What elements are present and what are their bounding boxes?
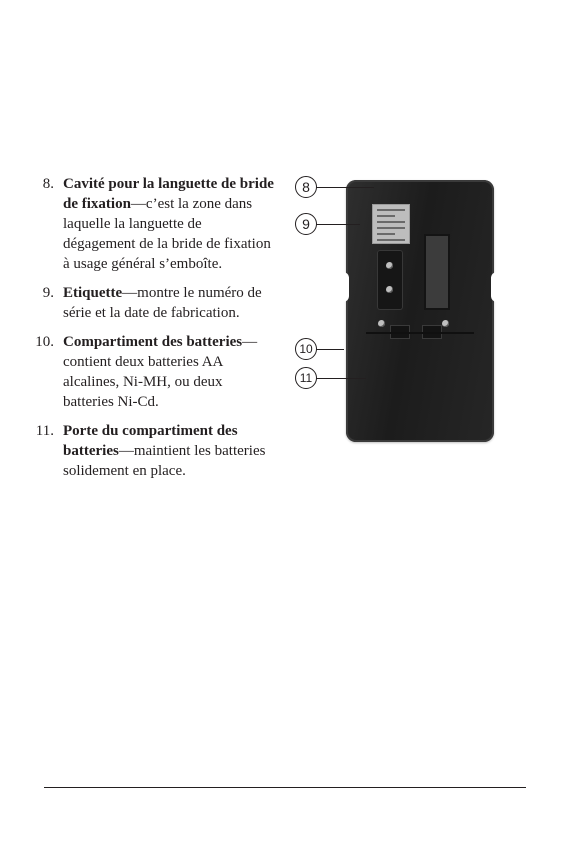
item-title: Porte du compartiment des batteries bbox=[63, 423, 238, 459]
list-item bbox=[34, 174, 274, 274]
side-notch-right bbox=[491, 272, 497, 302]
item-text: —c’est la zone dans laquelle la languette de dégagement de la bride de fixation à usage général s’emboîte. bbox=[63, 196, 271, 272]
leader-line bbox=[316, 187, 374, 188]
item-title: Etiquette bbox=[63, 285, 123, 301]
item-title: Compartiment des batteries bbox=[63, 334, 243, 350]
item-text: —montre le numéro de série et la date de fabrication. bbox=[63, 285, 262, 321]
callout-11: 11 bbox=[295, 367, 317, 389]
item-number: 10. bbox=[35, 334, 54, 350]
callout-10: 10 bbox=[295, 338, 317, 360]
feature-list bbox=[34, 174, 274, 490]
screw-icon bbox=[378, 320, 385, 327]
side-notch-left bbox=[343, 272, 349, 302]
screw-icon bbox=[386, 262, 393, 269]
leader-line bbox=[316, 378, 366, 379]
list-item bbox=[34, 421, 274, 481]
screw-icon bbox=[442, 320, 449, 327]
device-back-photo bbox=[346, 180, 494, 442]
item-title: Cavité pour la languette de bride de fixation bbox=[63, 176, 274, 212]
footer-rule bbox=[44, 787, 526, 788]
list-item bbox=[34, 332, 274, 412]
callout-8: 8 bbox=[295, 176, 317, 198]
item-text: — contient deux batteries AA alcalines, Ni-MH, ou deux batteries Ni-Cd. bbox=[63, 334, 258, 410]
item-number: 11. bbox=[35, 423, 54, 439]
item-text: —maintient les batteries solidement en place. bbox=[63, 443, 266, 479]
mounting-lug-cavity bbox=[377, 250, 403, 310]
leader-line bbox=[316, 224, 360, 225]
lanyard-slot bbox=[424, 234, 450, 310]
serial-label-sticker bbox=[372, 204, 410, 244]
item-number: 9. bbox=[42, 285, 54, 301]
battery-door-seam bbox=[366, 332, 474, 334]
leader-line bbox=[316, 349, 344, 350]
callout-9: 9 bbox=[295, 213, 317, 235]
item-number: 8. bbox=[42, 176, 54, 192]
list-item bbox=[34, 283, 274, 323]
screw-icon bbox=[386, 286, 393, 293]
